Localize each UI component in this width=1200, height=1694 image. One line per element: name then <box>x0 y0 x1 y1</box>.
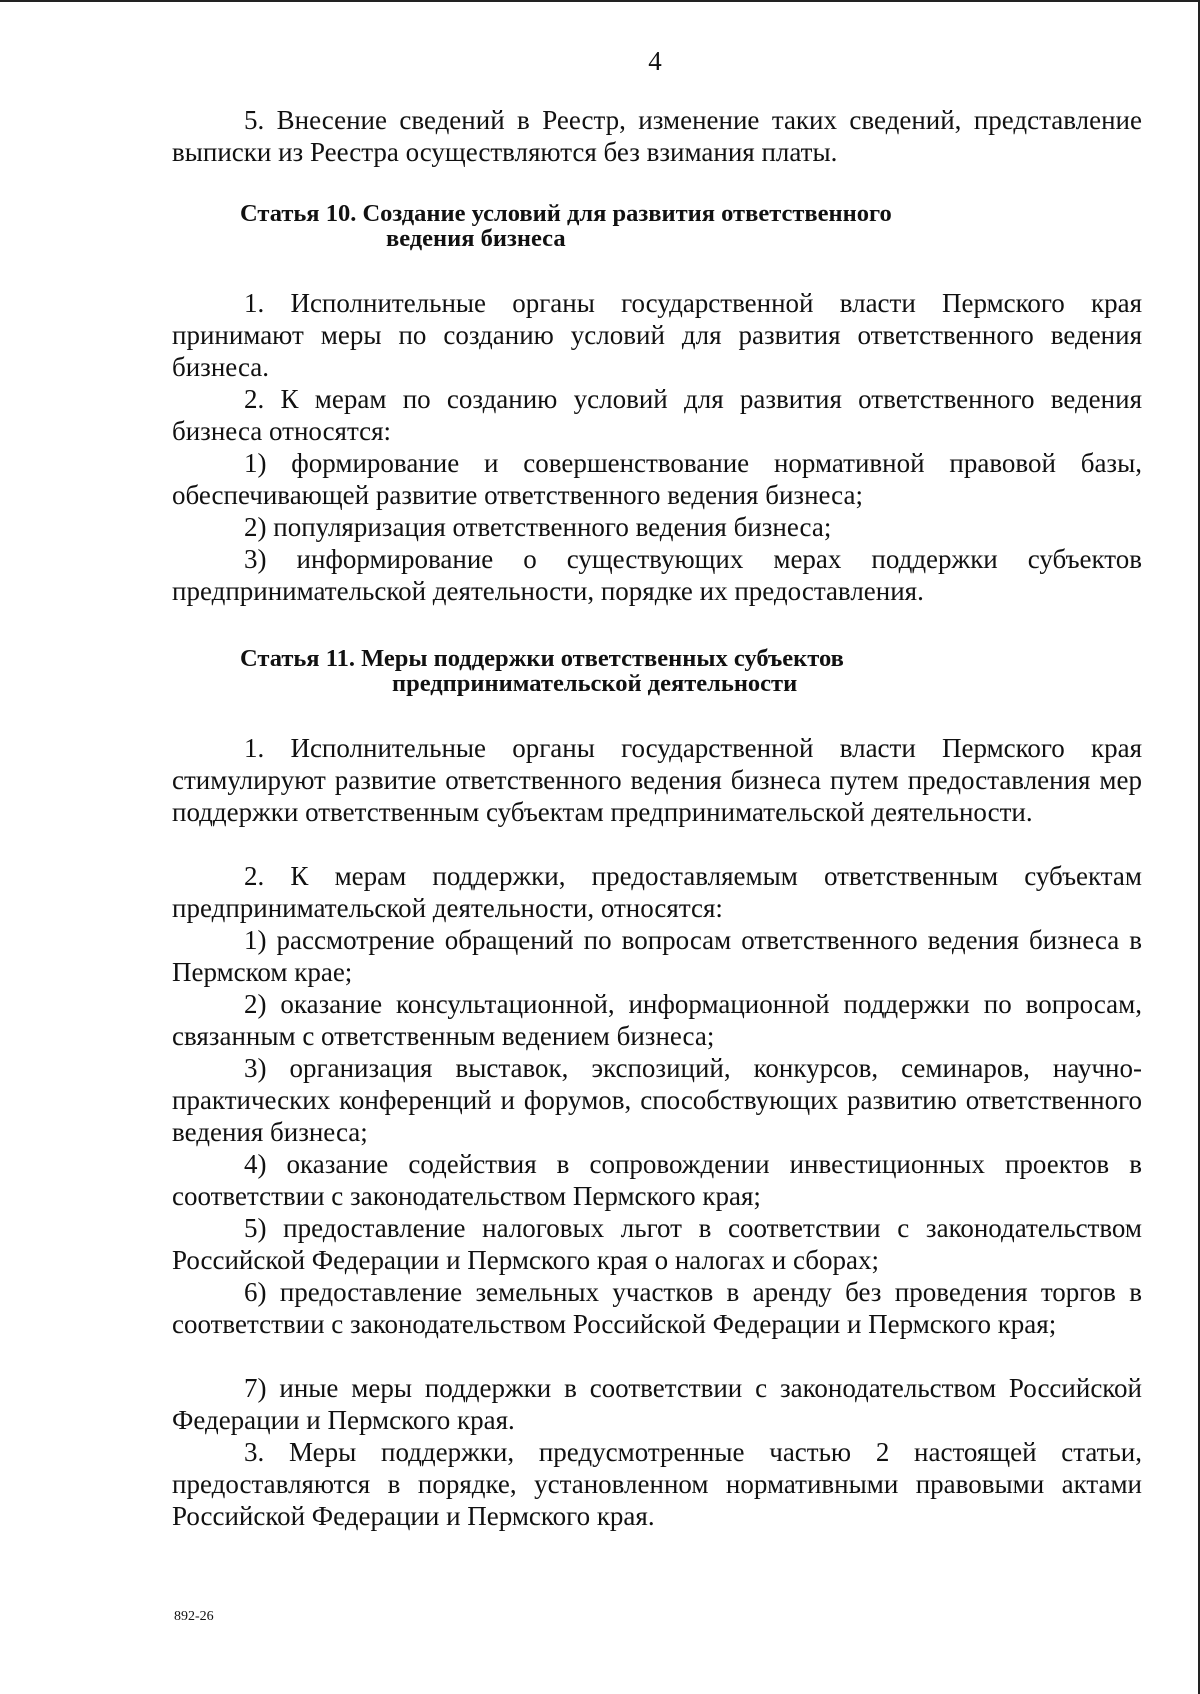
scan-border-top <box>0 0 1200 2</box>
article11-item-4: 4) оказание содействия в сопровождении инвестиционных проектов в соответствии с законодательством Пермского края; <box>172 1149 1142 1211</box>
article11-paragraph-2: 2. К мерам поддержки, предоставляемым ответственным субъектам предпринимательской деятельности, относятся: <box>172 861 1142 923</box>
article10-heading-line2: ведения бизнеса <box>386 225 566 252</box>
article10-paragraph-2: 2. К мерам по созданию условий для развития ответственного ведения бизнеса относятся: <box>172 384 1142 446</box>
article11-paragraph-1: 1. Исполнительные органы государственной власти Пермского края стимулируют развитие ответственного ведения бизнеса путем предоставления мер поддержки ответственным субъектам предпринимательской деятельности. <box>172 733 1142 827</box>
article11-heading <box>240 646 1120 696</box>
article10-item-2: 2) популяризация ответственного ведения бизнеса; <box>244 512 832 542</box>
article10-item-3: 3) информирование о существующих мерах поддержки субъектов предпринимательской деятельности, порядке их предоставления. <box>172 544 1142 606</box>
article11-heading-line2: предпринимательской деятельности <box>392 670 798 697</box>
article10-heading-line1: Статья 10. Создание условий для развития ответственного <box>240 200 892 227</box>
article11-item-1: 1) рассмотрение обращений по вопросам ответственного ведения бизнеса в Пермском крае; <box>172 925 1142 987</box>
article10-item-1: 1) формирование и совершенствование нормативной правовой базы, обеспечивающей развитие ответственного ведения бизнеса; <box>172 448 1142 510</box>
article11-paragraph-3: 3. Меры поддержки, предусмотренные частью 2 настоящей статьи, предоставляются в порядке, установленном нормативными правовыми актами Российской Федерации и Пермского края. <box>172 1437 1142 1531</box>
article11-item-3: 3) организация выставок, экспозиций, конкурсов, семинаров, научно-практических конференций и форумов, способствующих развитию ответственного ведения бизнеса; <box>172 1053 1142 1147</box>
article11-item-2: 2) оказание консультационной, информационной поддержки по вопросам, связанным с ответственным ведением бизнеса; <box>172 989 1142 1051</box>
page-number: 4 <box>648 46 662 76</box>
document-code: 892-26 <box>174 1609 214 1624</box>
article11-item-6: 6) предоставление земельных участков в аренду без проведения торгов в соответствии с законодательством Российской Федерации и Пермского края; <box>172 1277 1142 1339</box>
article10-paragraph-1: 1. Исполнительные органы государственной власти Пермского края принимают меры по созданию условий для развития ответственного ведения бизнеса. <box>172 288 1142 382</box>
article11-item-5: 5) предоставление налоговых льгот в соответствии с законодательством Российской Федерации и Пермского края о налогах и сборах; <box>172 1213 1142 1275</box>
article9-paragraph-5: 5. Внесение сведений в Реестр, изменение таких сведений, представление выписки из Реестра осуществляются без взимания платы. <box>172 105 1142 167</box>
article11-item-7: 7) иные меры поддержки в соответствии с законодательством Российской Федерации и Пермского края. <box>172 1373 1142 1435</box>
article11-heading-line1: Статья 11. Меры поддержки ответственных субъектов <box>240 645 844 672</box>
article10-heading <box>240 201 1120 251</box>
